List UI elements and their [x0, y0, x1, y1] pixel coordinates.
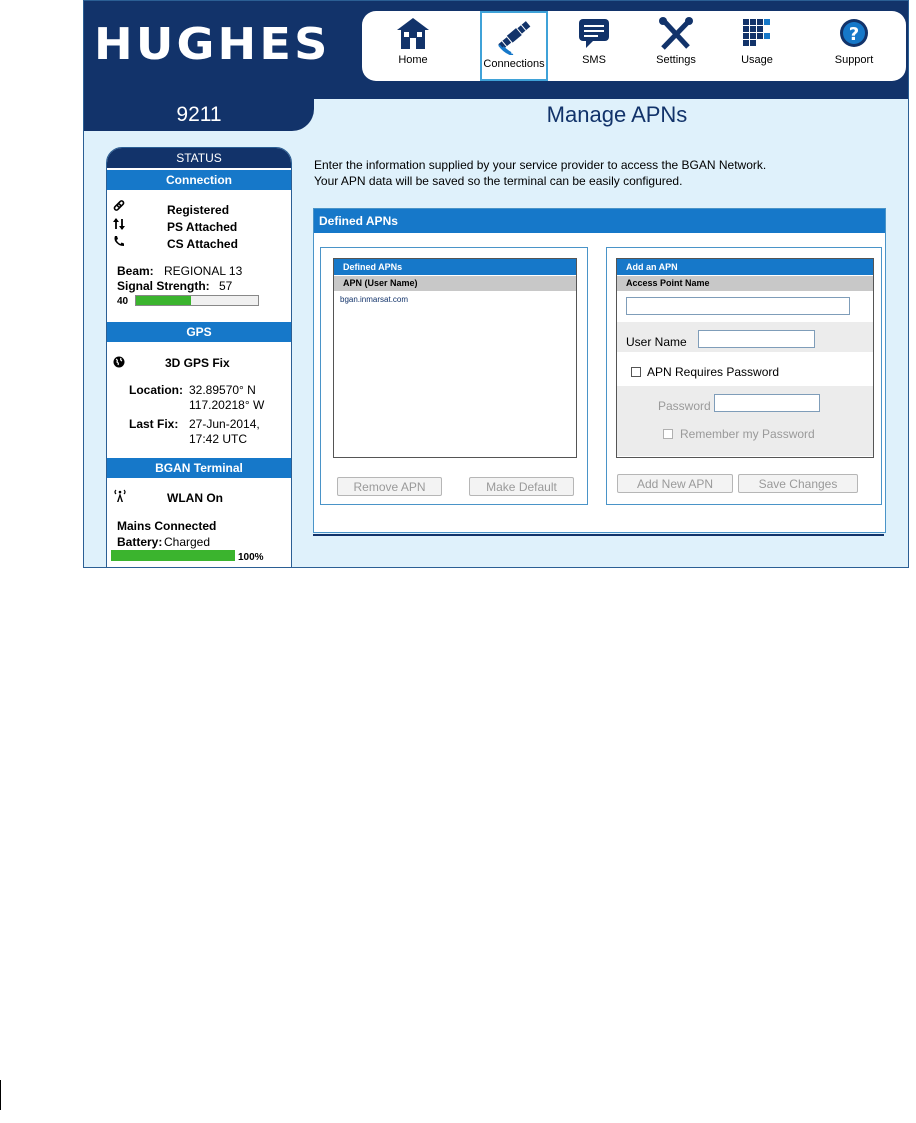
add-apn-box	[616, 258, 874, 458]
location-longitude: 117.20218° W	[189, 398, 265, 412]
battery-fill	[112, 551, 234, 560]
wlan-antenna-icon	[113, 489, 127, 502]
apn-list-box	[333, 258, 577, 458]
nav-home[interactable]	[379, 11, 447, 81]
nav-connections-label: Connections	[483, 58, 545, 70]
signal-strength-value: 57	[219, 279, 233, 293]
defined-apns-panel-title: Defined APNs	[314, 209, 885, 233]
nav-sms-label: SMS	[582, 54, 606, 66]
signal-bar-label: 40	[117, 296, 129, 307]
last-fix-label: Last Fix:	[129, 417, 179, 431]
status-title: STATUS	[107, 148, 291, 168]
nav-support-label: Support	[834, 54, 874, 66]
apn-requires-password-checkbox[interactable]	[631, 367, 641, 377]
link-icon	[113, 200, 125, 212]
battery-bar	[111, 550, 235, 561]
status-sidebar	[106, 147, 292, 568]
add-new-apn-button[interactable]: Add New APN	[617, 474, 733, 493]
intro-line-2: Your APN data will be saved so the terminal can be easily configured.	[314, 174, 683, 188]
panel-divider	[313, 534, 884, 536]
cs-attached-status: CS Attached	[167, 237, 238, 251]
nav-home-label: Home	[398, 54, 428, 66]
last-fix-date: 27-Jun-2014,	[189, 417, 260, 431]
page-title: Manage APNs	[546, 102, 688, 127]
data-arrows-icon	[113, 218, 125, 230]
signal-strength-bar	[135, 295, 259, 306]
nav-panel	[362, 11, 906, 81]
nav-settings-label: Settings	[656, 54, 696, 66]
battery-percent: 100%	[238, 552, 264, 563]
sms-icon	[576, 17, 612, 51]
nav-settings[interactable]	[642, 11, 710, 81]
nav-connections[interactable]	[480, 11, 548, 81]
globe-icon	[113, 356, 125, 368]
ps-attached-status: PS Attached	[167, 220, 238, 234]
beam-value: REGIONAL 13	[164, 264, 243, 278]
apn-requires-password-label: APN Requires Password	[647, 365, 780, 379]
app-window	[83, 0, 909, 568]
gps-fix-status: 3D GPS Fix	[165, 356, 230, 370]
apn-list-column-header: APN (User Name)	[334, 276, 576, 291]
last-fix-time: 17:42 UTC	[189, 432, 248, 446]
defined-apns-panel	[313, 208, 886, 533]
remember-password-label: Remember my Password	[680, 427, 815, 441]
nav-support[interactable]	[820, 11, 888, 81]
settings-tools-icon	[658, 17, 694, 51]
bgan-terminal-header: BGAN Terminal	[107, 458, 291, 478]
wlan-status: WLAN On	[167, 491, 223, 505]
svg-text:?: ?	[848, 24, 860, 45]
gps-header: GPS	[107, 322, 291, 342]
title-strip	[84, 99, 909, 131]
nav-usage-label: Usage	[741, 54, 773, 66]
registered-status: Registered	[167, 203, 230, 217]
intro-line-1: Enter the information supplied by your service provider to access the BGAN Network.	[314, 158, 767, 172]
password-label: Password	[658, 399, 711, 413]
battery-value: Charged	[164, 535, 211, 549]
apn-list-title: Defined APNs	[334, 259, 576, 275]
add-apn-column-header: Access Point Name	[617, 276, 873, 291]
username-input[interactable]	[698, 330, 815, 348]
connection-header: Connection	[107, 170, 291, 190]
make-default-button[interactable]: Make Default	[469, 477, 574, 496]
remove-apn-button[interactable]: Remove APN	[337, 477, 442, 496]
add-apn-section	[606, 247, 882, 505]
satellite-icon	[495, 19, 533, 55]
apn-list-section	[320, 247, 588, 505]
battery-label: Battery:	[117, 535, 163, 549]
usage-grid-icon	[739, 17, 775, 51]
support-question-icon	[836, 17, 872, 51]
username-label: User Name	[626, 335, 687, 349]
signal-strength-fill	[136, 296, 191, 305]
home-icon	[395, 17, 431, 51]
apn-list-item[interactable]: bgan.inmarsat.com	[340, 295, 409, 304]
beam-label: Beam:	[117, 264, 154, 278]
access-point-name-input[interactable]	[626, 297, 850, 315]
save-changes-button[interactable]: Save Changes	[738, 474, 858, 493]
model-number: 9211	[84, 99, 314, 131]
nav-usage[interactable]	[723, 11, 791, 81]
edge-mark	[0, 1080, 1, 1110]
add-apn-title: Add an APN	[617, 259, 873, 275]
mains-status: Mains Connected	[117, 519, 217, 533]
password-input[interactable]	[714, 394, 820, 412]
phone-icon	[113, 235, 125, 247]
hughes-logo: HUGHES	[94, 19, 331, 70]
signal-strength-label: Signal Strength:	[117, 279, 210, 293]
nav-sms[interactable]	[560, 11, 628, 81]
location-label: Location:	[129, 383, 183, 397]
location-latitude: 32.89570° N	[189, 383, 256, 397]
top-bar	[84, 1, 909, 99]
remember-password-checkbox[interactable]	[663, 429, 673, 439]
